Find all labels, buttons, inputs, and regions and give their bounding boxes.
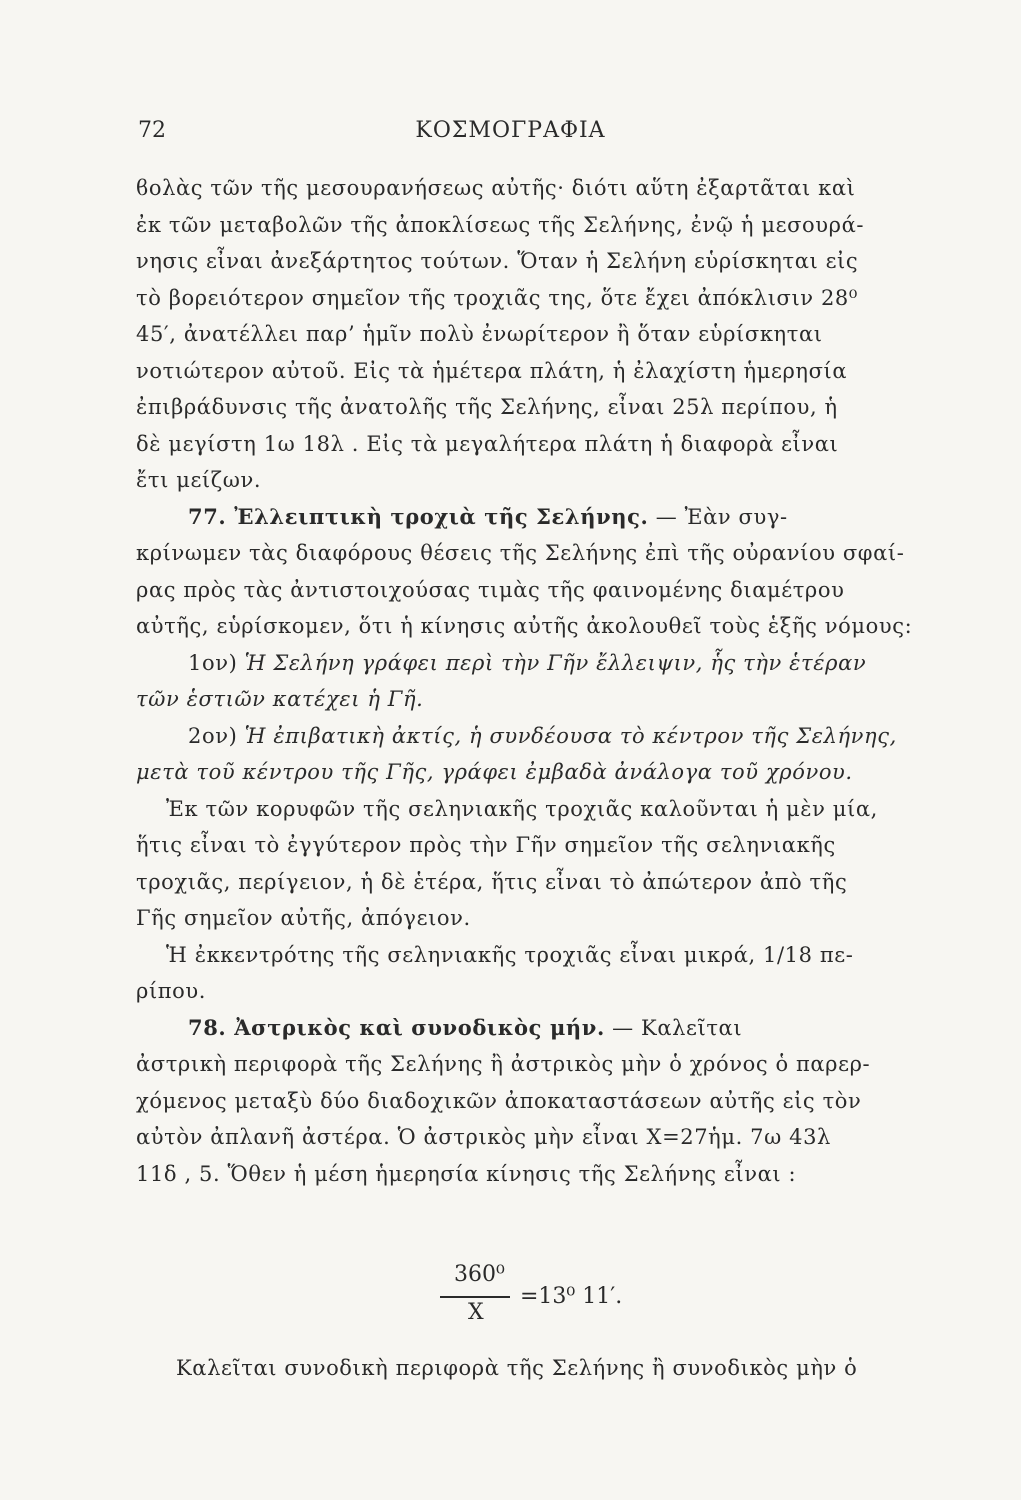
- text-line: τροχιᾶς, περίγειον, ἡ δὲ ἑτέρα, ἥτις εἶναι τὸ ἀπώτερον ἀπὸ τῆς: [136, 869, 848, 894]
- page-header: [0, 118, 1021, 158]
- formula-denominator: Χ: [468, 1300, 484, 1325]
- text-line: αὐτὸν ἀπλανῆ ἀστέρα. Ὁ ἀστρικὸς μὴν εἶναι Χ=27ἡμ. 7ω 43λ: [136, 1125, 831, 1149]
- formula-result: =13⁰ 11′.: [520, 1284, 623, 1309]
- law-1: [136, 645, 926, 682]
- section-78-first-line: [136, 1010, 926, 1047]
- formula-numerator: 360⁰: [454, 1262, 505, 1287]
- text-line: 11δ , 5. Ὅθεν ἡ μέση ἡμερησία κίνησις τῆς Σελήνης εἶναι :: [136, 1161, 797, 1186]
- text-line: — Καλεῖται: [612, 1015, 743, 1040]
- text-line: δὲ μεγίστη 1ω 18λ . Εἰς τὰ μεγαλήτερα πλάτη ἡ διαφορὰ εἶναι: [136, 431, 839, 456]
- text-line: ρας πρὸς τὰς ἀντιστοιχούσας τιμὰς τῆς φαινομένης διαμέτρου: [136, 577, 845, 602]
- text-line: τὸ βορειότερον σημεῖον τῆς τροχιᾶς της, ὅτε ἔχει ἀπόκλισιν 28⁰: [136, 285, 858, 310]
- text-line: κρίνωμεν τὰς διαφόρους θέσεις τῆς Σελήνης ἐπὶ τῆς οὐρανίου σφαί-: [136, 541, 905, 565]
- text-line: ἀστρικὴ περιφορὰ τῆς Σελήνης ἢ ἀστρικὸς μὴν ὁ χρόνος ὁ παρερ-: [136, 1052, 871, 1076]
- law-2-number: 2ον): [188, 723, 238, 748]
- text-line: ἐκ τῶν μεταβολῶν τῆς ἀποκλίσεως τῆς Σελήνης, ἐνῷ ἡ μεσουρά-: [136, 212, 865, 237]
- section-78-heading: 78. Ἀστρικὸς καὶ συνοδικὸς μήν.: [188, 1014, 605, 1040]
- running-title: ΚΟΣΜΟΓΡΑΦΙΑ: [415, 118, 606, 143]
- text-line: Καλεῖται συνοδικὴ περιφορὰ τῆς Σελήνης ἢ συνοδικὸς μὴν ὁ: [176, 1356, 858, 1380]
- law-1-continuation: τῶν ἑστιῶν κατέχει ἡ Γῆ.: [136, 687, 424, 711]
- text-line: Ἡ ἐκκεντρότης τῆς σεληνιακῆς τροχιᾶς εἶναι μικρά, 1/18 πε-: [166, 942, 854, 967]
- text-line: ἐπιβράδυνσις τῆς ἀνατολῆς τῆς Σελήνης, εἶναι 25λ περίπου, ἡ: [136, 395, 838, 419]
- text-line: ἥτις εἶναι τὸ ἐγγύτερον πρὸς τὴν Γῆν σημεῖον τῆς σεληνιακῆς: [136, 833, 836, 857]
- law-2-text: Ἡ ἐπιβατικὴ ἀκτίς, ἡ συνδέουσα τὸ κέντρον τῆς Σελήνης,: [244, 723, 897, 748]
- text-line: αὐτῆς, εὑρίσκομεν, ὅτι ἡ κίνησις αὐτῆς ἀκολουθεῖ τοὺς ἑξῆς νόμους:: [136, 614, 913, 638]
- text-line: ἔτι μείζων.: [136, 468, 262, 492]
- section-77-heading: 77. Ἐλλειπτικὴ τροχιὰ τῆς Σελήνης.: [188, 503, 649, 529]
- section-77-first-line: [136, 499, 926, 536]
- law-2-continuation: μετὰ τοῦ κέντρου τῆς Γῆς, γράφει ἐμβαδὰ ἀνάλογα τοῦ χρόνου.: [136, 760, 853, 784]
- text-line: νησις εἶναι ἀνεξάρτητος τούτων. Ὅταν ἡ Σελήνη εὑρίσκηται εἰς: [136, 249, 859, 273]
- text-line: ρίπου.: [136, 979, 207, 1003]
- text-line: χόμενος μεταξὺ δύο διαδοχικῶν ἀποκαταστάσεων αὐτῆς εἰς τὸν: [136, 1088, 862, 1113]
- body-text: [136, 170, 926, 1192]
- text-line: Γῆς σημεῖον αὐτῆς, ἀπόγειον.: [136, 906, 471, 930]
- law-1-number: 1ον): [188, 650, 238, 675]
- text-line: ϐολὰς τῶν τῆς μεσουρανήσεως αὐτῆς· διότι αὕτη ἐξαρτᾶται καὶ: [136, 176, 856, 200]
- law-2: [136, 718, 926, 755]
- page-number: 72: [138, 118, 166, 143]
- text-line: 45′, ἀνατέλλει παρ’ ἡμῖν πολὺ ἐνωρίτερον ἢ ὅταν εὑρίσκηται: [136, 322, 823, 346]
- formula: [440, 1262, 740, 1332]
- text-line: — Ἐὰν συγ-: [655, 504, 788, 529]
- text-line: Ἐκ τῶν κορυφῶν τῆς σεληνιακῆς τροχιᾶς καλοῦνται ἡ μὲν μία,: [166, 796, 878, 821]
- fraction-bar: [440, 1296, 510, 1298]
- law-1-text: Ἡ Σελήνη γράφει περὶ τὴν Γῆν ἔλλειψιν, ἧς τὴν ἑτέραν: [244, 650, 867, 675]
- text-line: νοτιώτερον αὐτοῦ. Εἰς τὰ ἡμέτερα πλάτη, ἡ ἐλαχίστη ἡμερησία: [136, 358, 848, 383]
